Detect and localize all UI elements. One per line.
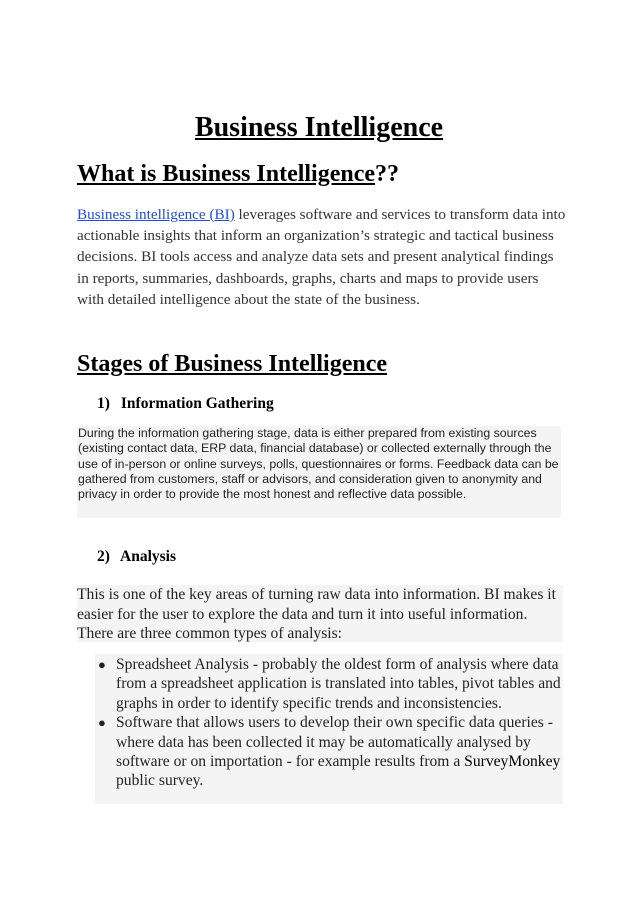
what-is-bi-heading-text: What is Business Intelligence bbox=[77, 161, 376, 187]
stages-heading: Stages of Business Intelligence bbox=[77, 351, 388, 377]
stage2-number: 2) bbox=[97, 548, 110, 565]
document-title: Business Intelligence bbox=[194, 112, 444, 143]
intro-text: leverages software and services to transform data into actionable insights that inform an organization’s strategic and tactical business decisions. BI tools access and analyze data sets and present analytical findings in reports, summaries, dashboards, graphs, charts and maps to provide users with detailed intelligence about the state of the business. bbox=[77, 206, 566, 308]
list-item bbox=[95, 655, 561, 713]
intro-paragraph bbox=[77, 204, 567, 310]
list-item-tail: public survey. bbox=[116, 772, 204, 790]
stage2-paragraph: This is one of the key areas of turning raw data into information. BI makes it easier for the user to explore the data and turn it into useful information. There are three common types of analysis: bbox=[77, 586, 556, 642]
bi-link[interactable]: Business intelligence (BI) bbox=[77, 206, 235, 223]
list-item-text: Software that allows users to develop their own specific data queries - where data has been collected it may be automatically analysed by software or on importation - for example results from a bbox=[116, 714, 553, 771]
bullet-icon: ● bbox=[98, 715, 106, 731]
stage1-heading bbox=[97, 393, 274, 415]
stage2-heading bbox=[97, 546, 176, 568]
surveymonkey-text: SurveyMonkey bbox=[464, 753, 561, 771]
list-item-text: Spreadsheet Analysis - probably the oldest form of analysis where data from a spreadsheet application is translated into tables, pivot tables and graphs in order to identify specific trends and inconsistencies. bbox=[116, 656, 561, 712]
stage1-number: 1) bbox=[97, 395, 110, 412]
bullet-icon: ● bbox=[98, 657, 106, 672]
list-item bbox=[95, 713, 561, 791]
analysis-types-list bbox=[95, 655, 561, 791]
stage1-title: Information Gathering bbox=[120, 395, 274, 412]
stage2-title: Analysis bbox=[120, 548, 177, 565]
stage1-paragraph: During the information gathering stage, data is either prepared from existing sources (existing contact data, ERP data, financial database) or collected externally through the use of in-person or online surveys, polls, questionnaires or forms. Feedback data can be gathered from customers, staff or advisors, and consideration given to anonymity and privacy in order to provide the most honest and reflective data possible. bbox=[78, 426, 559, 502]
what-is-bi-heading-suffix: ?? bbox=[375, 161, 400, 187]
what-is-bi-heading bbox=[77, 157, 399, 191]
